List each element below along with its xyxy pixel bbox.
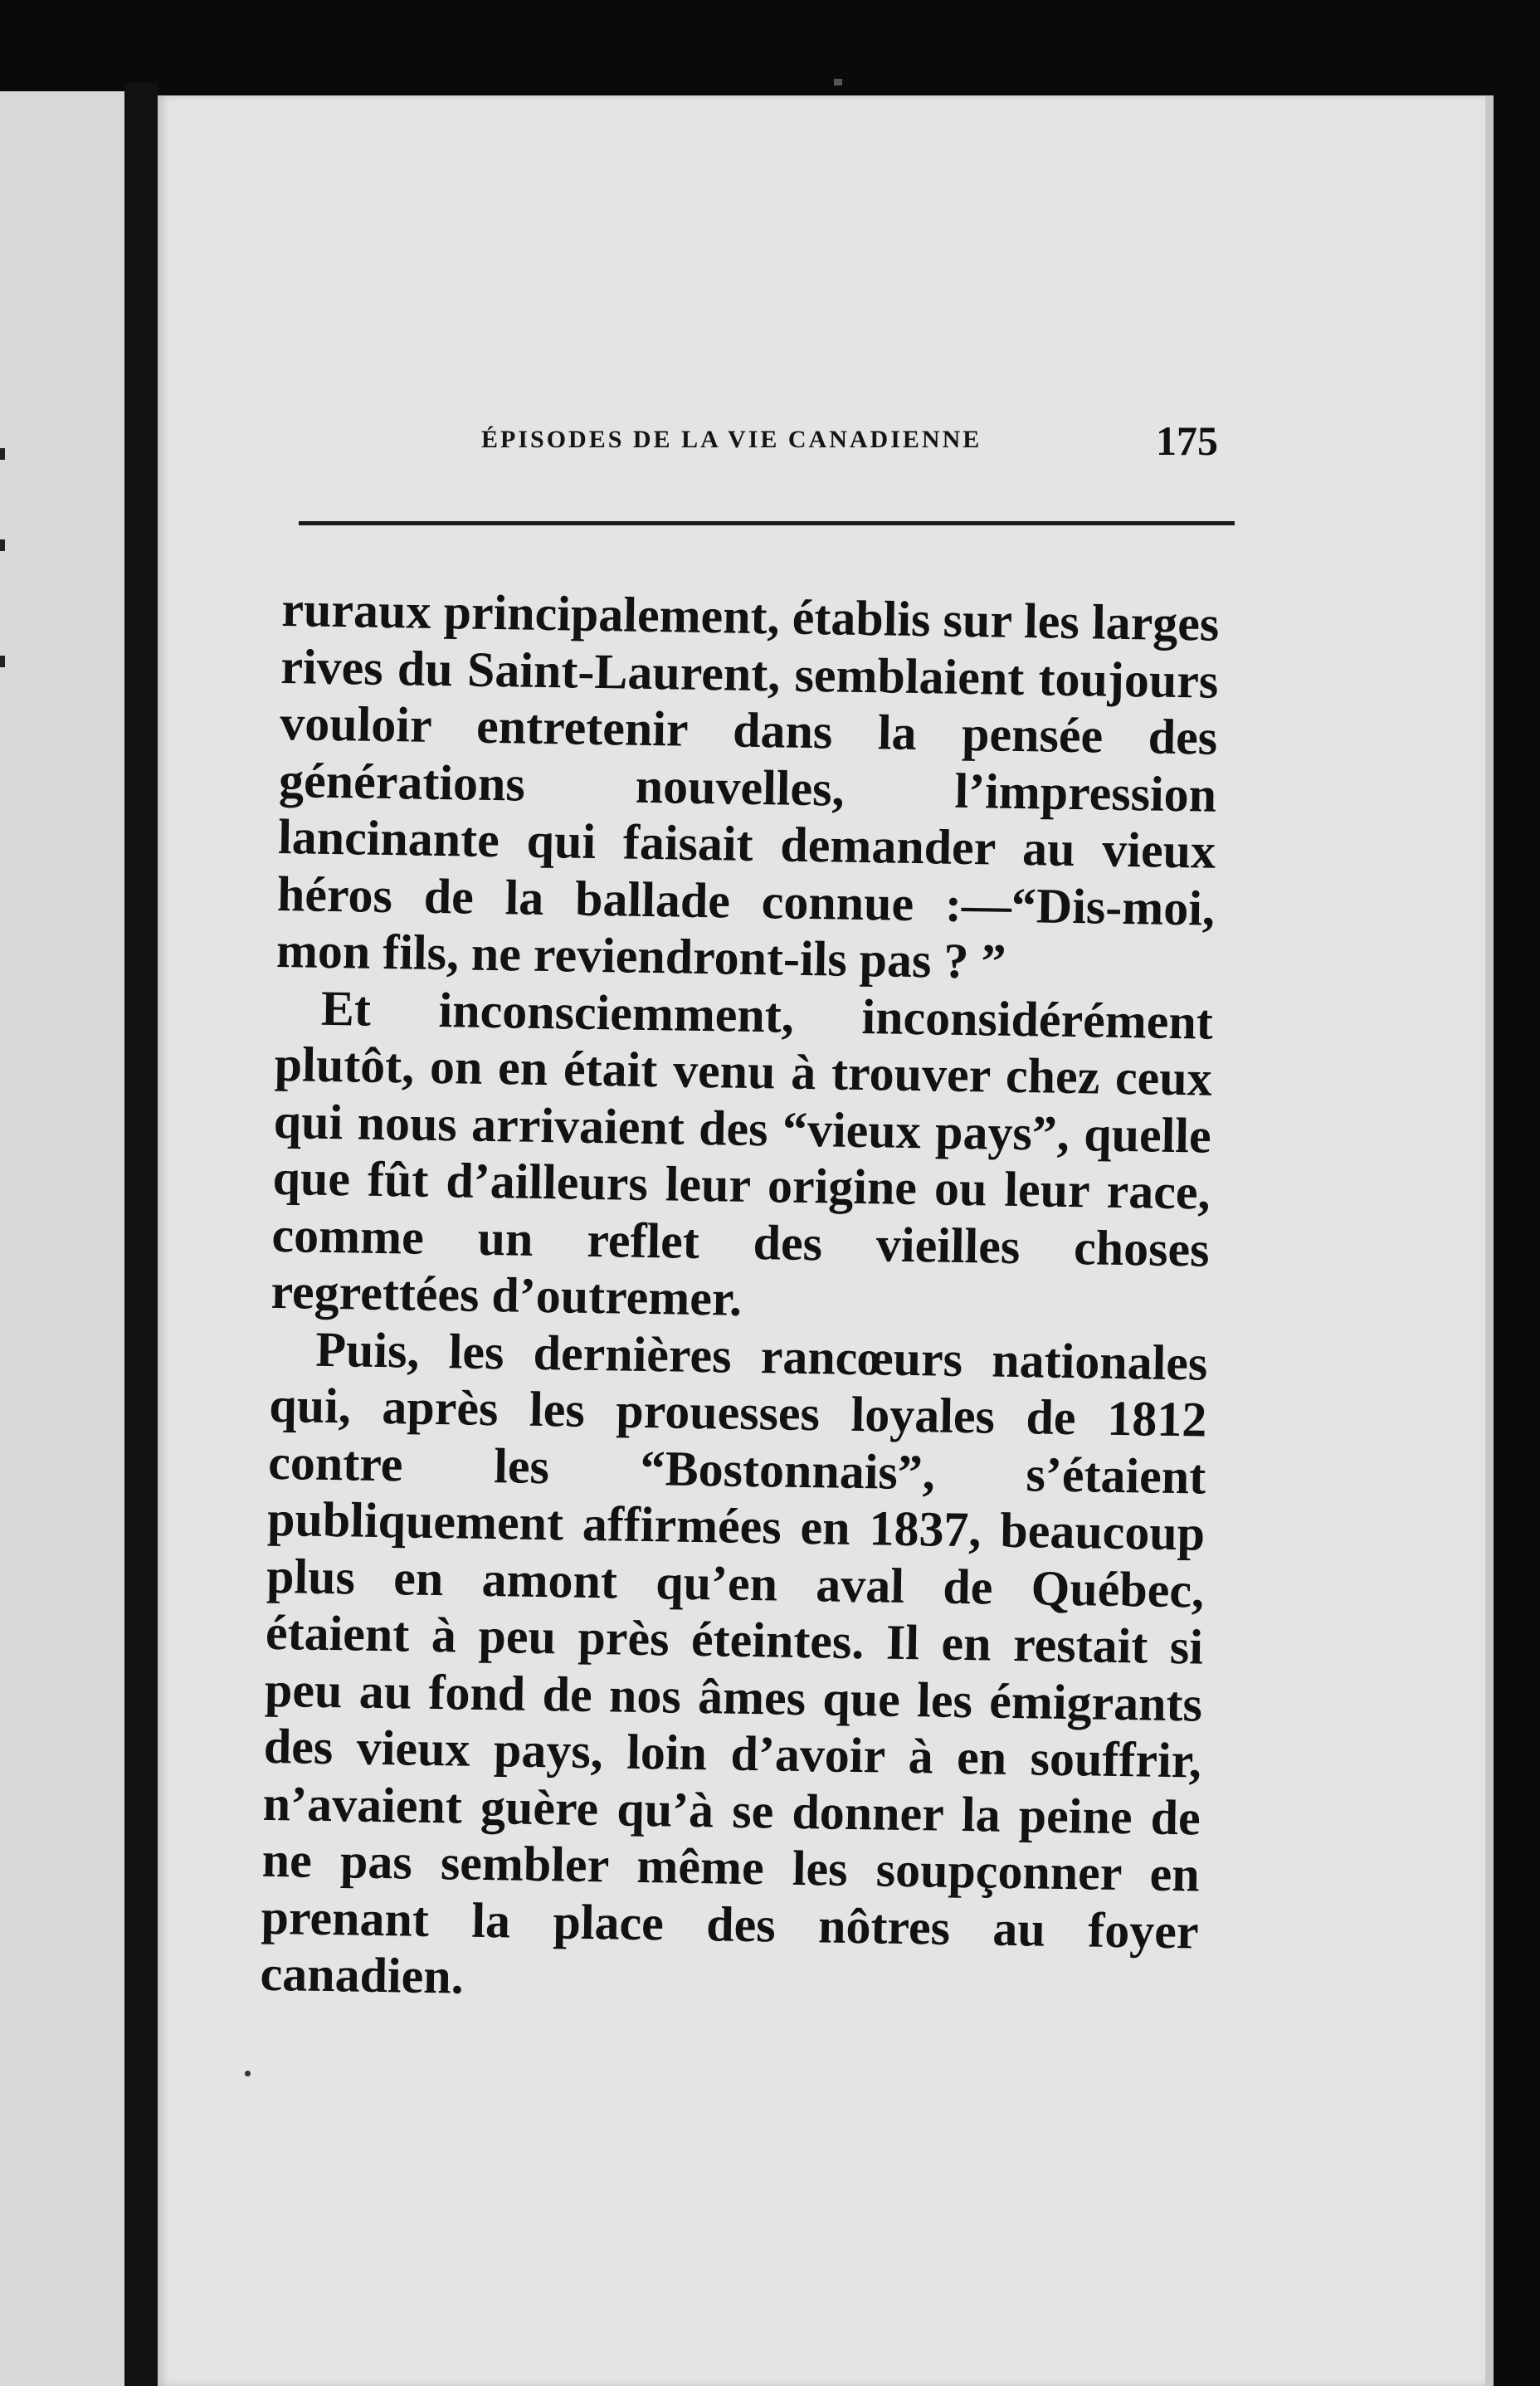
page-edge (1485, 95, 1494, 2386)
paragraph: ruraux principalement, établis sur les larges rives du Saint-Laurent, semblaient toujours vouloir entretenir dans la pensée des générations nouvelles, l’impression lancinante qui faisait demander au vieux héros de la ballade connue :—“Dis-moi, mon fils, ne reviendront-ils pas ? ” (275, 581, 1220, 989)
scan-speck (245, 2071, 251, 2076)
body-text (260, 581, 1220, 2017)
running-head: ÉPISODES DE LA VIE CANADIENNE (481, 426, 982, 453)
paragraph: Puis, les dernières rancœurs nationales qui, après les prouesses loyales de 1812 contre les “Bostonnais”, s’étaient publiquement affirmées en 1837, beaucoup plus en amont qu’en aval de Québec, étaient à peu près éteintes. Il en restait si peu au fond de nos âmes que les émigrants des vieux pays, loin d’avoir à en souffrir, n’avaient guère qu’à se donner la peine de ne pas sembler même les soupçonner en prenant la place des nôtres au foyer canadien. (260, 1321, 1208, 2004)
margin-mark (0, 448, 5, 460)
book-gutter (124, 83, 158, 2386)
facing-page-edge (0, 91, 124, 2386)
margin-mark (0, 539, 5, 551)
page-number: 175 (1156, 417, 1218, 464)
scan-speck (834, 79, 842, 85)
margin-mark (0, 656, 5, 667)
paragraph: Et inconsciemment, inconsidérément plutôt, on en était venu à trouver chez ceux qui nous arrivaient des “vieux pays”, quelle que fût d’ailleurs leur origine ou leur race, comme un reflet des vieilles choses regrettées d’outremer. (270, 980, 1214, 1326)
header-rule (299, 521, 1235, 525)
